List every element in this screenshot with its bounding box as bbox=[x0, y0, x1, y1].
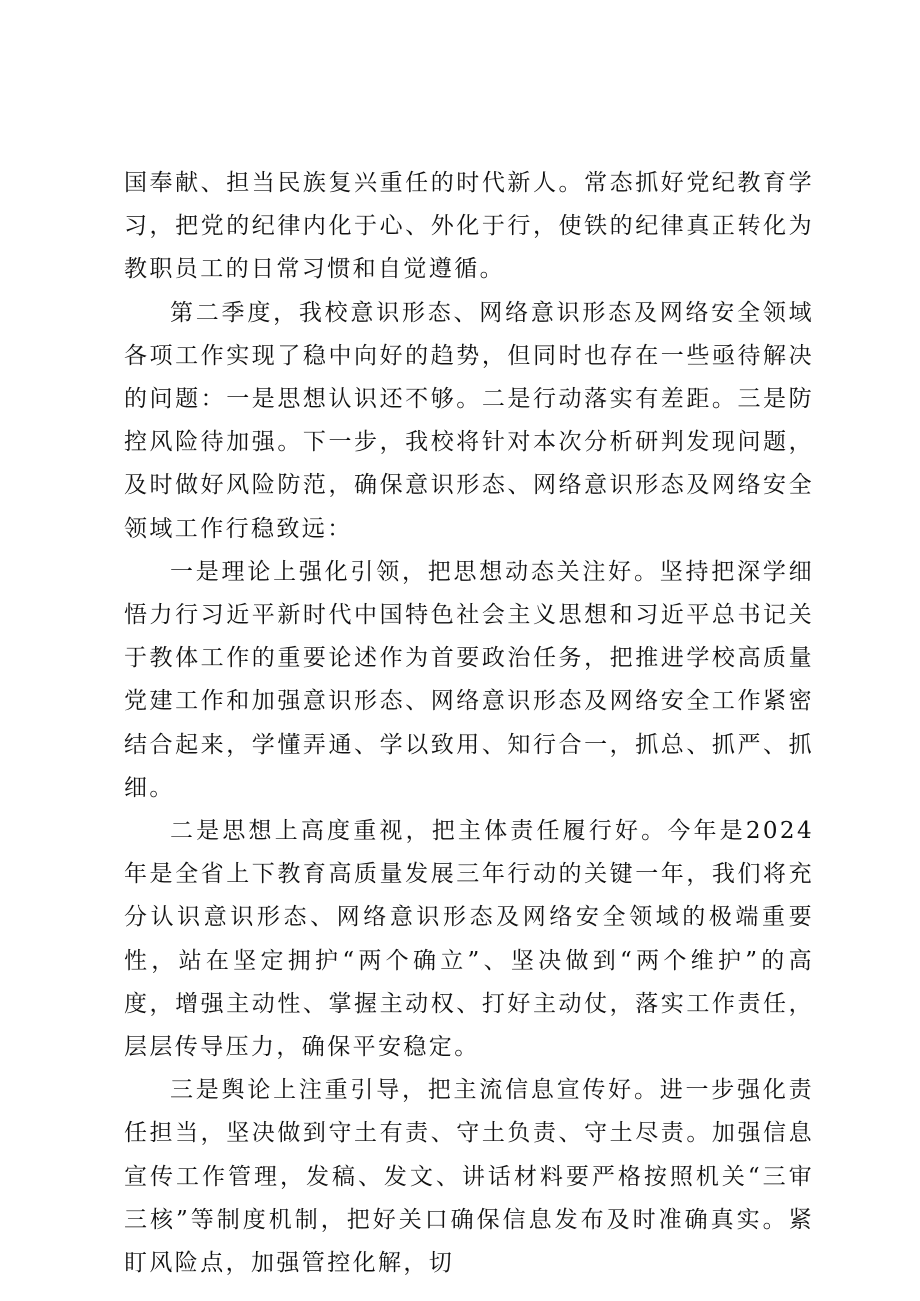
paragraph-continuation: 国奉献、担当民族复兴重任的时代新人。常态抓好党纪教育学习，把党的纪律内化于心、外化于行，使铁的纪律真正转化为教职员工的日常习惯和自觉遵循。 bbox=[124, 170, 814, 283]
paragraph-point-one: 一是理论上强化引领，把思想动态关注好。坚持把深学细悟力行习近平新时代中国特色社会主义思想和习近平总书记关于教体工作的重要论述作为首要政治任务，把推进学校高质量党建工作和加强意识形态、网络意识形态及网络安全工作紧密结合起来，学懂弄通、学以致用、知行合一，抓总、抓严、抓细。 bbox=[124, 558, 814, 801]
paragraph-point-three: 三是舆论上注重引导，把主流信息宣传好。进一步强化责任担当，坚决做到守土有责、守土负责、守土尽责。加强信息宣传工作管理，发稿、发文、讲话材料要严格按照机关“三审三核”等制度机制，把好关口确保信息发布及时准确真实。紧盯风险点，加强管控化解，切 bbox=[124, 1077, 814, 1277]
document-body bbox=[124, 162, 814, 1285]
paragraph-point-two: 二是思想上高度重视，把主体责任履行好。今年是2024年是全省上下教育高质量发展三年行动的关键一年，我们将充分认识意识形态、网络意识形态及网络安全领域的极端重要性，站在坚定拥护“两个确立”、坚决做到“两个维护”的高度，增强主动性、掌握主动权、打好主动仗，落实工作责任，层层传导压力，确保平安稳定。 bbox=[124, 818, 814, 1061]
paragraph-q2-summary: 第二季度，我校意识形态、网络意识形态及网络安全领域各项工作实现了稳中向好的趋势，但同时也存在一些亟待解决的问题：一是思想认识还不够。二是行动落实有差距。三是防控风险待加强。下一步，我校将针对本次分析研判发现问题，及时做好风险防范，确保意识形态、网络意识形态及网络安全领域工作行稳致远： bbox=[124, 299, 814, 542]
